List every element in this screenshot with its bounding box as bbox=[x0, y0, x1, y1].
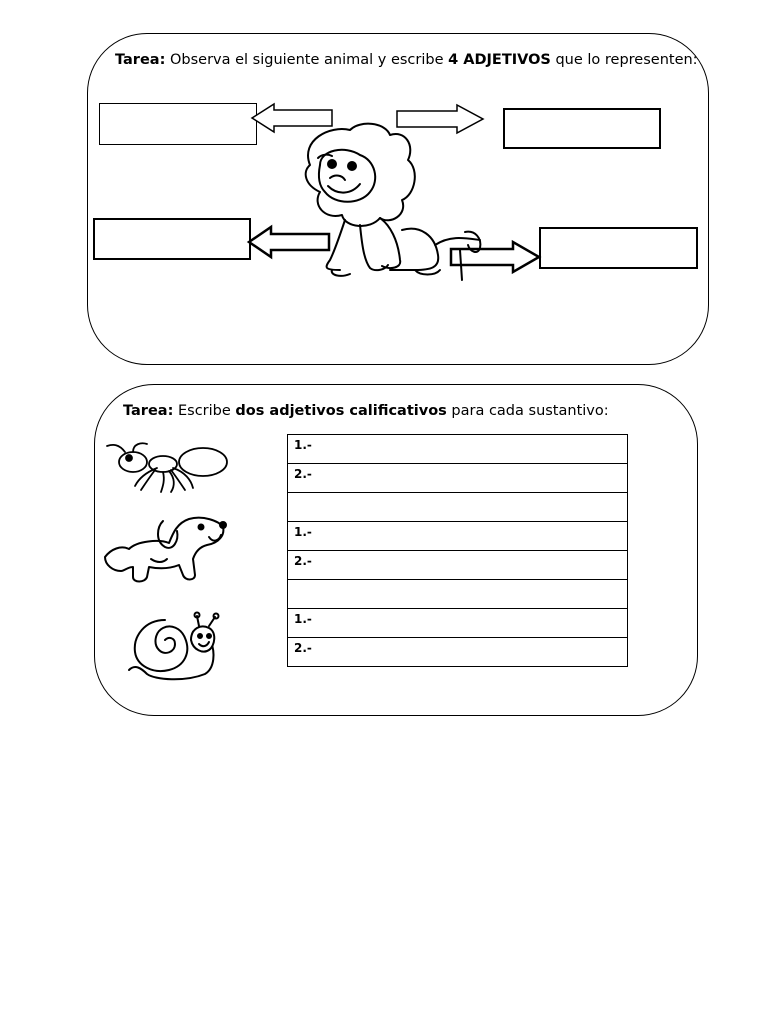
answer-row bbox=[288, 493, 628, 522]
task-text-a: Escribe bbox=[173, 403, 236, 419]
adjective-box-bottom-left[interactable] bbox=[93, 218, 251, 260]
answer-line[interactable]: 1.- bbox=[288, 435, 628, 464]
task-bold: 4 ADJETIVOS bbox=[448, 52, 551, 68]
adjective-box-top-right[interactable] bbox=[503, 108, 661, 149]
ant-icon bbox=[105, 438, 230, 496]
task-text-a: Observa el siguiente animal y escribe bbox=[165, 52, 449, 68]
answer-row bbox=[288, 638, 628, 667]
answer-row bbox=[288, 464, 628, 493]
task-label: Tarea: bbox=[115, 52, 166, 68]
task-text-b: que lo representen: bbox=[550, 52, 698, 68]
answer-row bbox=[288, 522, 628, 551]
dog-icon bbox=[103, 513, 229, 585]
answer-line[interactable] bbox=[288, 493, 628, 522]
task-bold: dos adjetivos calificativos bbox=[235, 403, 447, 419]
answer-line[interactable]: 2.- bbox=[288, 638, 628, 667]
answer-row bbox=[288, 609, 628, 638]
answer-line[interactable] bbox=[288, 580, 628, 609]
adjective-box-top-left[interactable] bbox=[99, 103, 257, 145]
task-text-b: para cada sustantivo: bbox=[446, 403, 609, 419]
lion-task-instruction bbox=[115, 52, 698, 68]
answer-row bbox=[288, 435, 628, 464]
task-label: Tarea: bbox=[123, 403, 174, 419]
answer-row bbox=[288, 580, 628, 609]
answer-lines-table bbox=[287, 434, 628, 667]
adjective-box-bottom-right[interactable] bbox=[539, 227, 698, 269]
answer-line[interactable]: 2.- bbox=[288, 464, 628, 493]
lion-icon bbox=[290, 120, 490, 285]
answer-line[interactable]: 1.- bbox=[288, 522, 628, 551]
nouns-task-instruction bbox=[123, 403, 609, 419]
answer-line[interactable]: 1.- bbox=[288, 609, 628, 638]
answer-line[interactable]: 2.- bbox=[288, 551, 628, 580]
answer-row bbox=[288, 551, 628, 580]
snail-icon bbox=[125, 612, 220, 686]
